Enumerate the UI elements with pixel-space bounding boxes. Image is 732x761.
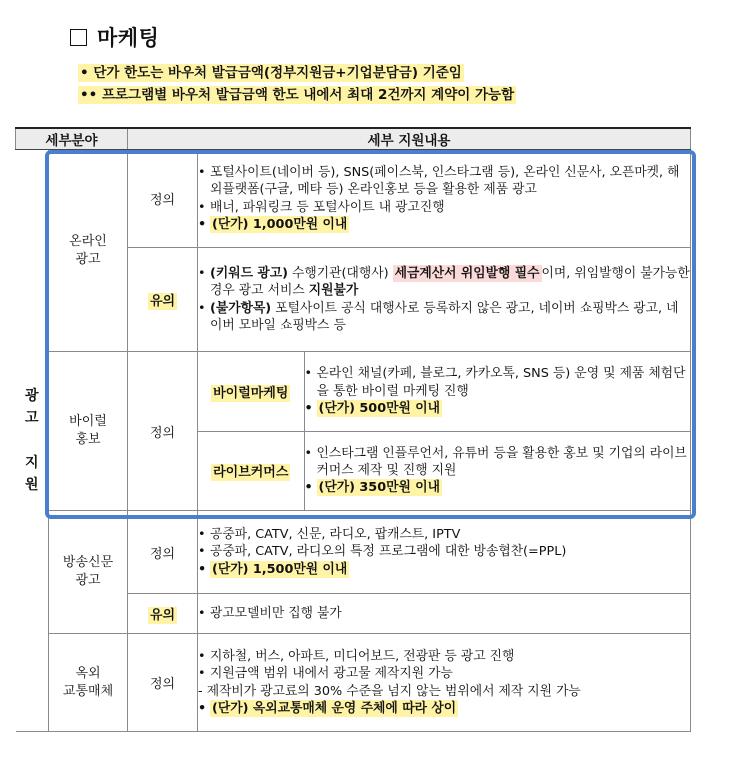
- sub-viral-promo: 바이럴 홍보: [49, 352, 128, 511]
- online-definition-content: [198, 150, 691, 248]
- sub-online-ad: 온라인 광고: [49, 150, 128, 352]
- viral-marketing-content: [304, 352, 690, 431]
- list-item: • 온라인 채널(카페, 블로그, 카카오톡, SNS 등) 운영 및 제품 체험단을 통한 바이럴 마케팅 진행: [304, 366, 686, 399]
- list-item: • (키워드 광고) 수행기관(대행사) 세금계산서 위임발행 필수 이며, 위임발행이 불가능한 경우 광고 서비스 지원불가: [198, 265, 690, 299]
- list-item: • 포털사이트(네이버 등), SNS(페이스북, 인스타그램 등), 온라인 신문사, 오픈마켓, 해외플랫폼(구글, 메타 등) 온라인홍보 등을 활용한 제품 광고: [198, 164, 680, 198]
- online-caution-content: [198, 248, 691, 352]
- broadcast-caution-content: [198, 594, 691, 634]
- label-caution: 유의: [128, 248, 198, 352]
- support-table: [15, 127, 691, 732]
- label-definition: 정의: [128, 352, 198, 511]
- list-item: • 광고모델비만 집행 불가: [198, 605, 342, 621]
- list-item: • 지원금액 범위 내에서 광고물 제작지원 가능: [198, 666, 453, 682]
- list-item-dash: - 제작비가 광고료의 30% 수준을 넘지 않는 범위에서 제작 지원 가능: [198, 683, 581, 699]
- viral-subtable: [198, 352, 690, 510]
- price-item: • (단가) 1,500만원 이내: [198, 561, 348, 577]
- label-definition: 정의: [128, 511, 198, 594]
- list-item: • 인스타그램 인플루언서, 유튜버 등을 활용한 홍보 및 기업의 라이브커머스 제작 및 진행 지원: [304, 445, 687, 479]
- price-item: • (단가) 350만원 이내: [304, 480, 441, 496]
- list-item: • 공중파, CATV, 신문, 라디오, 팝캐스트, IPTV: [198, 527, 461, 543]
- note-2-text: 프로그램별 바우처 발급금액 한도 내에서 최대 2건까지 계약이 가능함: [101, 87, 515, 103]
- list-item: • 공중파, CATV, 라디오의 특정 프로그램에 대한 방송협찬(=PPL): [198, 544, 567, 560]
- label-definition: 정의: [128, 150, 198, 248]
- viral-content: [198, 352, 691, 511]
- note-2: •• 프로그램별 바우처 발급금액 한도 내에서 최대 2건까지 계약이 가능함: [80, 87, 515, 103]
- header-field: 세부분야: [16, 128, 128, 150]
- list-item: • (불가항목) 포털사이트 공식 대행사로 등록하지 않은 광고, 네이버 쇼핑박스 광고, 네이버 모바일 쇼핑박스 등: [198, 300, 679, 333]
- label-definition: 정의: [128, 634, 198, 732]
- broadcast-definition-content: [198, 511, 691, 594]
- price-item: • (단가) 500만원 이내: [304, 400, 441, 416]
- list-item: • 지하철, 버스, 아파트, 미디어보드, 전광판 등 광고 진행: [198, 648, 515, 664]
- price-item: • (단가) 1,000만원 이내: [198, 216, 348, 232]
- label-viral-marketing: 바이럴마케팅: [198, 352, 304, 431]
- label-caution: 유의: [128, 594, 198, 634]
- section-title: [70, 22, 159, 52]
- outdoor-definition-content: [198, 634, 691, 732]
- category-ad-support: 광 고 지 원: [16, 150, 49, 732]
- list-item: • 배너, 파워링크 등 포털사이트 내 광고진행: [198, 199, 445, 215]
- header-content: 세부 지원내용: [128, 128, 691, 150]
- sub-outdoor-media: 옥외 교통매체: [49, 634, 128, 732]
- note-1: • 단가 한도는 바우처 발급금액(정부지원금+기업분담금) 기준임: [80, 65, 462, 81]
- live-commerce-content: [304, 431, 690, 510]
- checkbox-square-icon: [70, 29, 87, 46]
- price-item: • (단가) 옥외교통매체 운영 주체에 따라 상이: [198, 700, 457, 716]
- label-live-commerce: 라이브커머스: [198, 431, 304, 510]
- section-title-text: 마케팅: [97, 26, 160, 50]
- note-1-text: 단가 한도는 바우처 발급금액(정부지원금+기업분담금) 기준임: [93, 65, 462, 81]
- sub-broadcast-ad: 방송신문 광고: [49, 511, 128, 634]
